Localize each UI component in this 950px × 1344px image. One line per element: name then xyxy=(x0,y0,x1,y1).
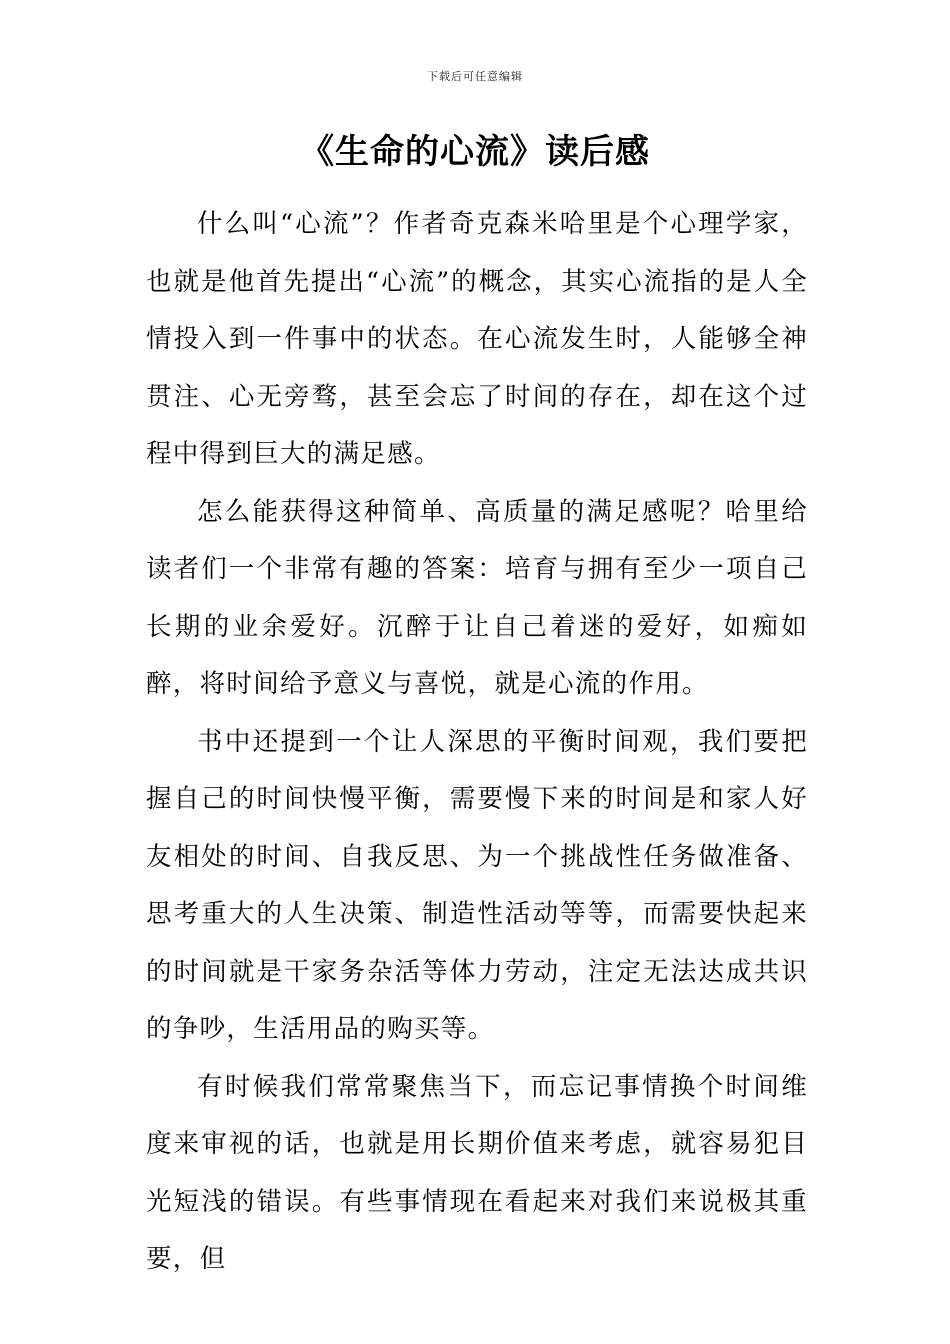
paragraph: 书中还提到一个让人深思的平衡时间观，我们要把握自己的时间快慢平衡，需要慢下来的时间是和家人好友相处的时间、自我反思、为一个挑战性任务做准备、思考重大的人生决策、制造性活动等等，而需要快起来的时间就是干家务杂活等体力劳动，注定无法达成共识的争吵，生活用品的购买等。 xyxy=(146,726,808,1044)
document-body xyxy=(146,196,808,1289)
header-note: 下载后可任意编辑 xyxy=(427,70,523,83)
document-title: 《生命的心流》读后感 xyxy=(300,132,650,172)
paragraph: 什么叫“心流”？作者奇克森米哈里是个心理学家，也就是他首先提出“心流”的概念，其实心流指的是人全情投入到一件事中的状态。在心流发生时，人能够全神贯注、心无旁骛，甚至会忘了时间的存在，却在这个过程中得到巨大的满足感。 xyxy=(146,209,808,469)
paragraph: 怎么能获得这种简单、高质量的满足感呢？哈里给读者们一个非常有趣的答案：培育与拥有至少一项自己长期的业余爱好。沉醉于让自己着迷的爱好，如痴如醉，将时间给予意义与喜悦，就是心流的作用。 xyxy=(146,496,808,699)
paragraph: 有时候我们常常聚焦当下，而忘记事情换个时间维度来审视的话，也就是用长期价值来考虑，就容易犯目光短浅的错误。有些事情现在看起来对我们来说极其重要，但 xyxy=(146,1071,808,1274)
